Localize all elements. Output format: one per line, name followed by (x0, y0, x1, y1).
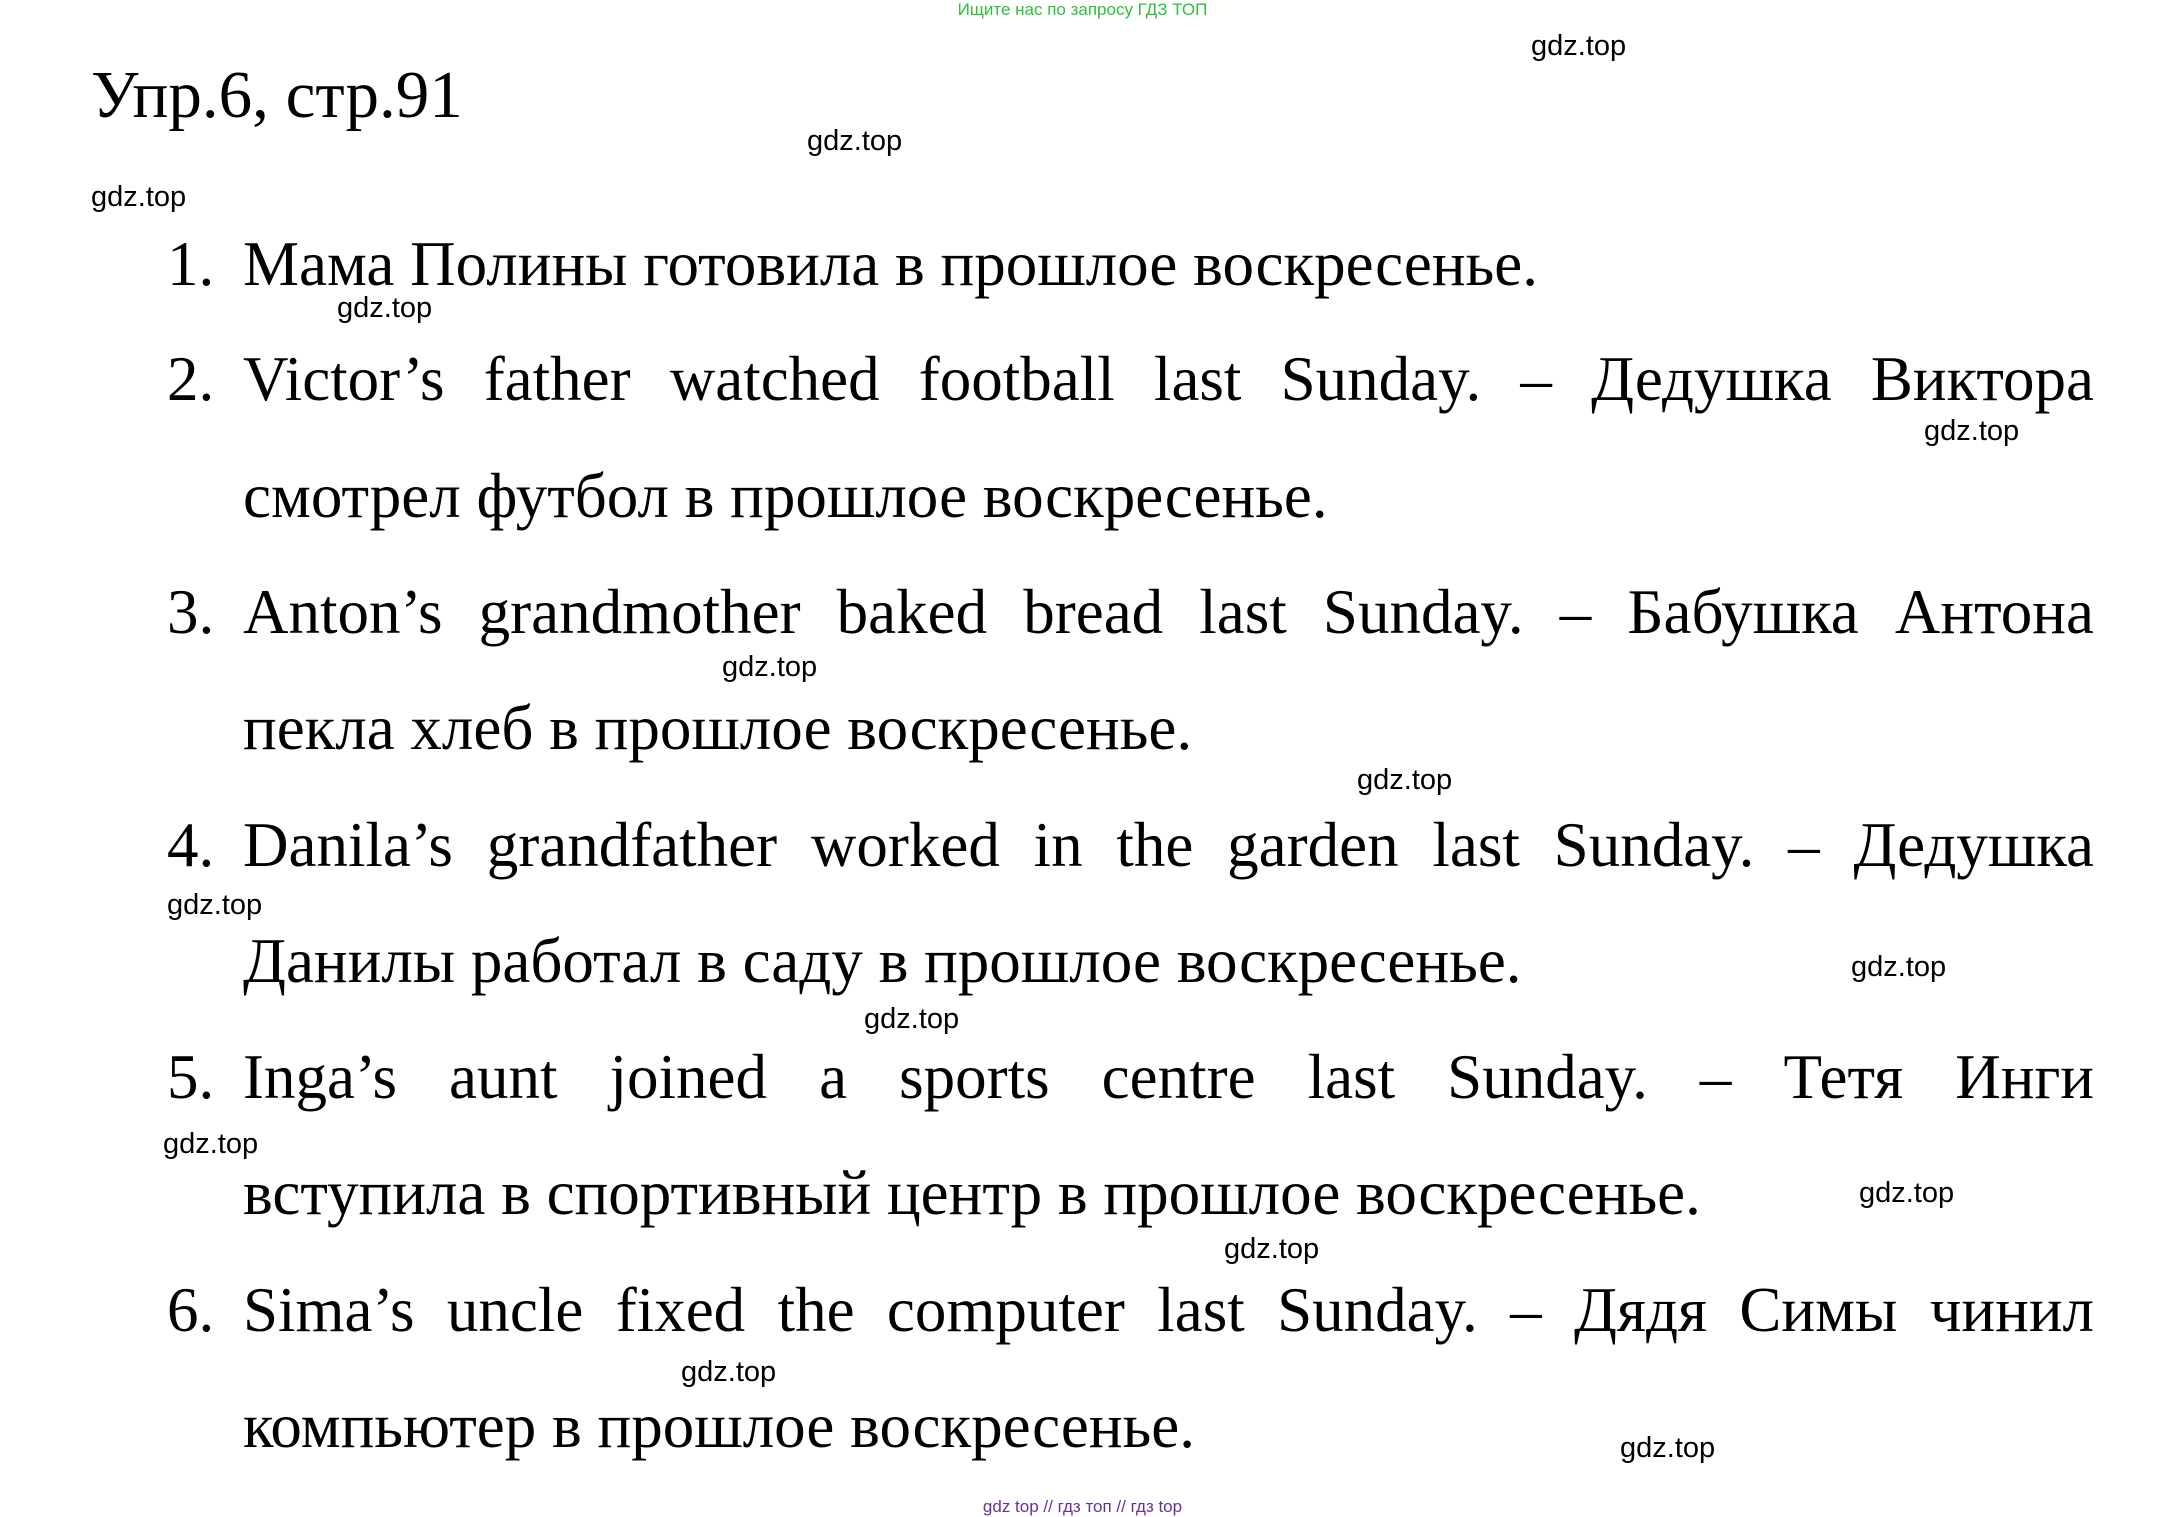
watermark: gdz.top (163, 1128, 259, 1160)
watermark: gdz.top (722, 651, 818, 683)
watermark: gdz.top (1924, 415, 2020, 447)
watermark: gdz.top (681, 1356, 777, 1388)
item-number: 4. (167, 810, 215, 880)
item-line: Sima’s uncle fixed the computer last Sunday. – Дядя Симы чинил (243, 1275, 2094, 1345)
item-number: 1. (167, 229, 215, 299)
watermark: gdz.top (91, 181, 187, 213)
item-line: Данилы работал в саду в прошлое воскресенье. (243, 926, 1522, 996)
item-line: пекла хлеб в прошлое воскресенье. (243, 693, 1193, 763)
watermark: gdz.top (337, 292, 433, 324)
top-banner: Ищите нас по запросу ГДЗ ТОП (957, 0, 1208, 19)
watermark: gdz.top (864, 1003, 960, 1035)
item-number: 3. (167, 577, 215, 647)
page-title: Упр.6, стр.91 (91, 58, 463, 132)
watermark: gdz.top (167, 889, 263, 921)
item-line: компьютер в прошлое воскресенье. (243, 1391, 1195, 1461)
item-line: Danila’s grandfather worked in the garden last Sunday. – Дедушка (243, 810, 2094, 880)
watermark: gdz.top (1531, 30, 1627, 62)
item-number: 6. (167, 1275, 215, 1345)
watermark: gdz.top (1224, 1233, 1320, 1265)
watermark: gdz.top (1357, 764, 1453, 796)
item-line: Inga’s aunt joined a sports centre last Sunday. – Тетя Инги (243, 1042, 2094, 1112)
item-number: 2. (167, 344, 215, 414)
watermark: gdz.top (807, 125, 903, 157)
watermark: gdz.top (1620, 1432, 1716, 1464)
item-line: вступила в спортивный центр в прошлое воскресенье. (243, 1158, 1701, 1228)
item-line: Anton’s grandmother baked bread last Sunday. – Бабушка Антона (243, 577, 2094, 647)
item-line: Victor’s father watched football last Sunday. – Дедушка Виктора (243, 344, 2094, 414)
item-line: Мама Полины готовила в прошлое воскресенье. (243, 229, 1538, 299)
footer-links: gdz top // гдз топ // гдз top (982, 1497, 1183, 1516)
item-number: 5. (167, 1042, 215, 1112)
watermark: gdz.top (1851, 951, 1947, 983)
item-line: смотрел футбол в прошлое воскресенье. (243, 461, 1328, 531)
watermark: gdz.top (1859, 1177, 1955, 1209)
